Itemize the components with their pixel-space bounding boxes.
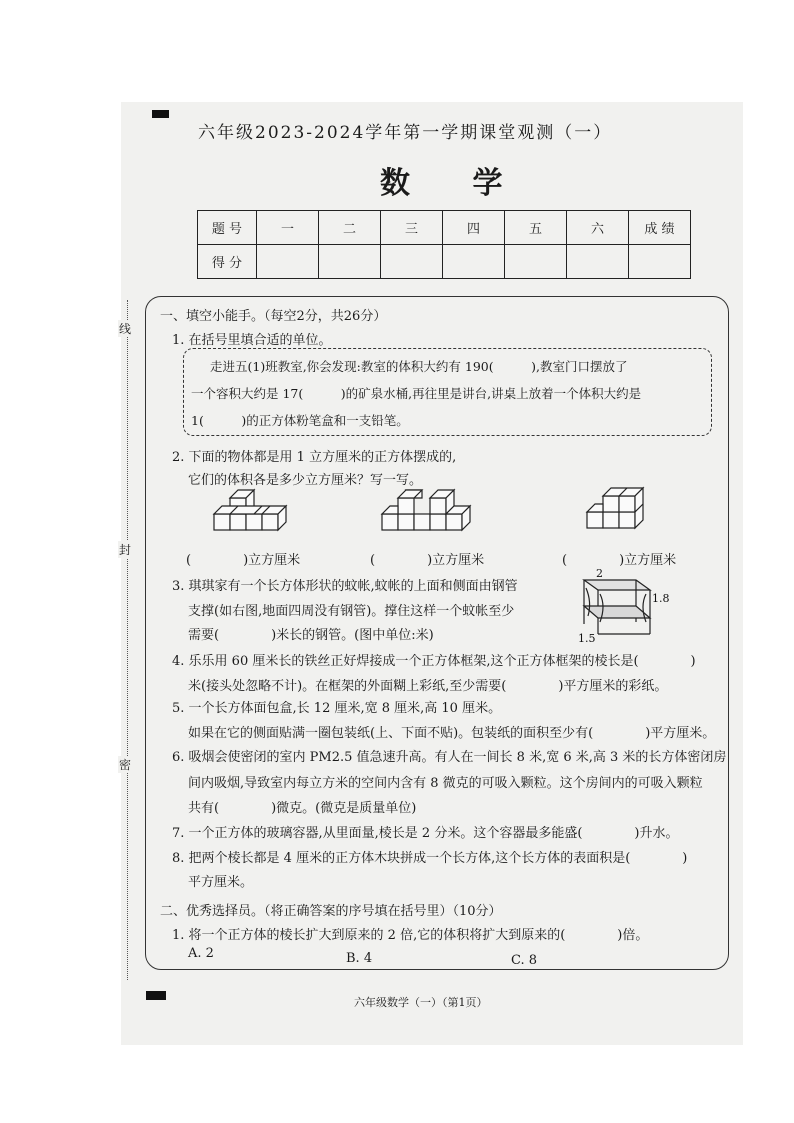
q3-line3: 需要( )米长的钢管。(图中单位:米) [188,628,434,643]
dim-height: 1.8 [652,592,670,605]
q5-line2: 如果在它的侧面贴满一圈包装纸(上、下面不贴)。包装纸的面积至少有( )平方厘米。 [188,726,716,741]
score-cell: 题 号 [198,211,257,245]
registration-mark [146,991,166,1000]
score-input-cell[interactable] [319,245,381,279]
score-cell: 三 [381,211,443,245]
q1-label: 1. 在括号里填合适的单位。 [172,333,332,348]
section1-heading: 一、填空小能手。（每空2分，共26分） [160,309,387,324]
cube-figure-1 [210,488,290,548]
cube-figure-3 [585,484,655,548]
score-table-header-row [198,211,691,245]
q8-line2: 平方厘米。 [188,875,254,890]
q5-line1: 5. 一个长方体面包盒,长 12 厘米,宽 8 厘米,高 10 厘米。 [172,701,502,716]
registration-mark [152,110,169,118]
score-input-cell[interactable] [629,245,691,279]
q3-line1: 3. 琪琪家有一个长方体形状的蚊帐,蚊帐的上面和侧面由钢管 [172,579,518,594]
q1-line2: 一个容积大约是 17( )的矿泉水桶,再往里是讲台,讲桌上放着一个体积大约是 [191,386,642,401]
score-input-cell[interactable] [257,245,319,279]
q3-line2: 支撑(如右图,地面四周没有钢管)。撑住这样一个蚊帐至少 [188,604,515,619]
q2-label: 2. 下面的物体都是用 1 立方厘米的正方体摆成的, [172,450,457,465]
option-c: C. 8 [511,953,538,968]
score-table-score-row [198,245,691,279]
q4-line1: 4. 乐乐用 60 厘米长的铁丝正好焊接成一个正方体框架,这个正方体框架的棱长是( ) [172,654,696,669]
binding-line [127,300,128,980]
page-footer: 六年级数学（一）（第1页） [354,996,488,1009]
q1-line1: 走进五(1)班教室,你会发现:教室的体积大约有 190( ),教室门口摆放了 [210,359,628,374]
score-cell: 五 [505,211,567,245]
score-cell: 成 绩 [629,211,691,245]
q6-line3: 共有( )微克。(微克是质量单位) [188,801,417,816]
score-input-cell[interactable] [505,245,567,279]
subject-title: 数 学 [380,166,529,201]
side-label-line: 线 [118,322,131,336]
dim-length: 2 [596,567,603,580]
q6-line1: 6. 吸烟会使密闭的室内 PM2.5 值急速升高。有人在一间长 8 米,宽 6 米,高 3 米的长方体密闭房 [172,750,727,765]
score-input-cell[interactable] [567,245,629,279]
score-input-cell[interactable] [381,245,443,279]
dim-width: 1.5 [578,632,596,644]
exam-title: 六年级2023-2024学年第一学期课堂观测（一） [198,123,613,143]
cube-figure-2 [380,486,480,548]
score-input-cell[interactable] [443,245,505,279]
q2-answer-3: ( )立方厘米 [562,553,677,568]
score-cell: 四 [443,211,505,245]
option-a: A. 2 [188,946,214,961]
q7: 7. 一个正方体的玻璃容器,从里面量,棱长是 2 分米。这个容器最多能盛( )升水。 [172,826,679,841]
score-cell: 一 [257,211,319,245]
q1-line3: 1( )的正方体粉笔盒和一支铅笔。 [191,413,409,428]
option-b: B. 4 [346,951,373,966]
section2-heading: 二、优秀选择员。（将正确答案的序号填在括号里）（10分） [160,904,502,919]
side-label-secret: 密 [118,758,131,772]
score-label: 得 分 [198,245,257,279]
q8-line1: 8. 把两个棱长都是 4 厘米的正方体木块拼成一个长方体,这个长方体的表面积是( ) [172,851,688,866]
q4-line2: 米(接头处忽略不计)。在框架的外面糊上彩纸,至少需要( )平方厘米的彩纸。 [188,679,668,694]
mosquito-net-figure [570,566,670,644]
q6-line2: 间内吸烟,导致室内每立方米的空间内含有 8 微克的可吸入颗粒。这个房间内的可吸入颗粒 [188,776,703,791]
q2-answer-2: ( )立方厘米 [370,553,485,568]
section2-q1: 1. 将一个正方体的棱长扩大到原来的 2 倍,它的体积将扩大到原来的( )倍。 [172,928,649,943]
score-cell: 六 [567,211,629,245]
q2-answer-1: ( )立方厘米 [186,553,301,568]
score-table [197,210,691,279]
score-cell: 二 [319,211,381,245]
q2-label2: 它们的体积各是多少立方厘米？写一写。 [188,473,423,488]
side-label-seal: 封 [118,543,131,557]
